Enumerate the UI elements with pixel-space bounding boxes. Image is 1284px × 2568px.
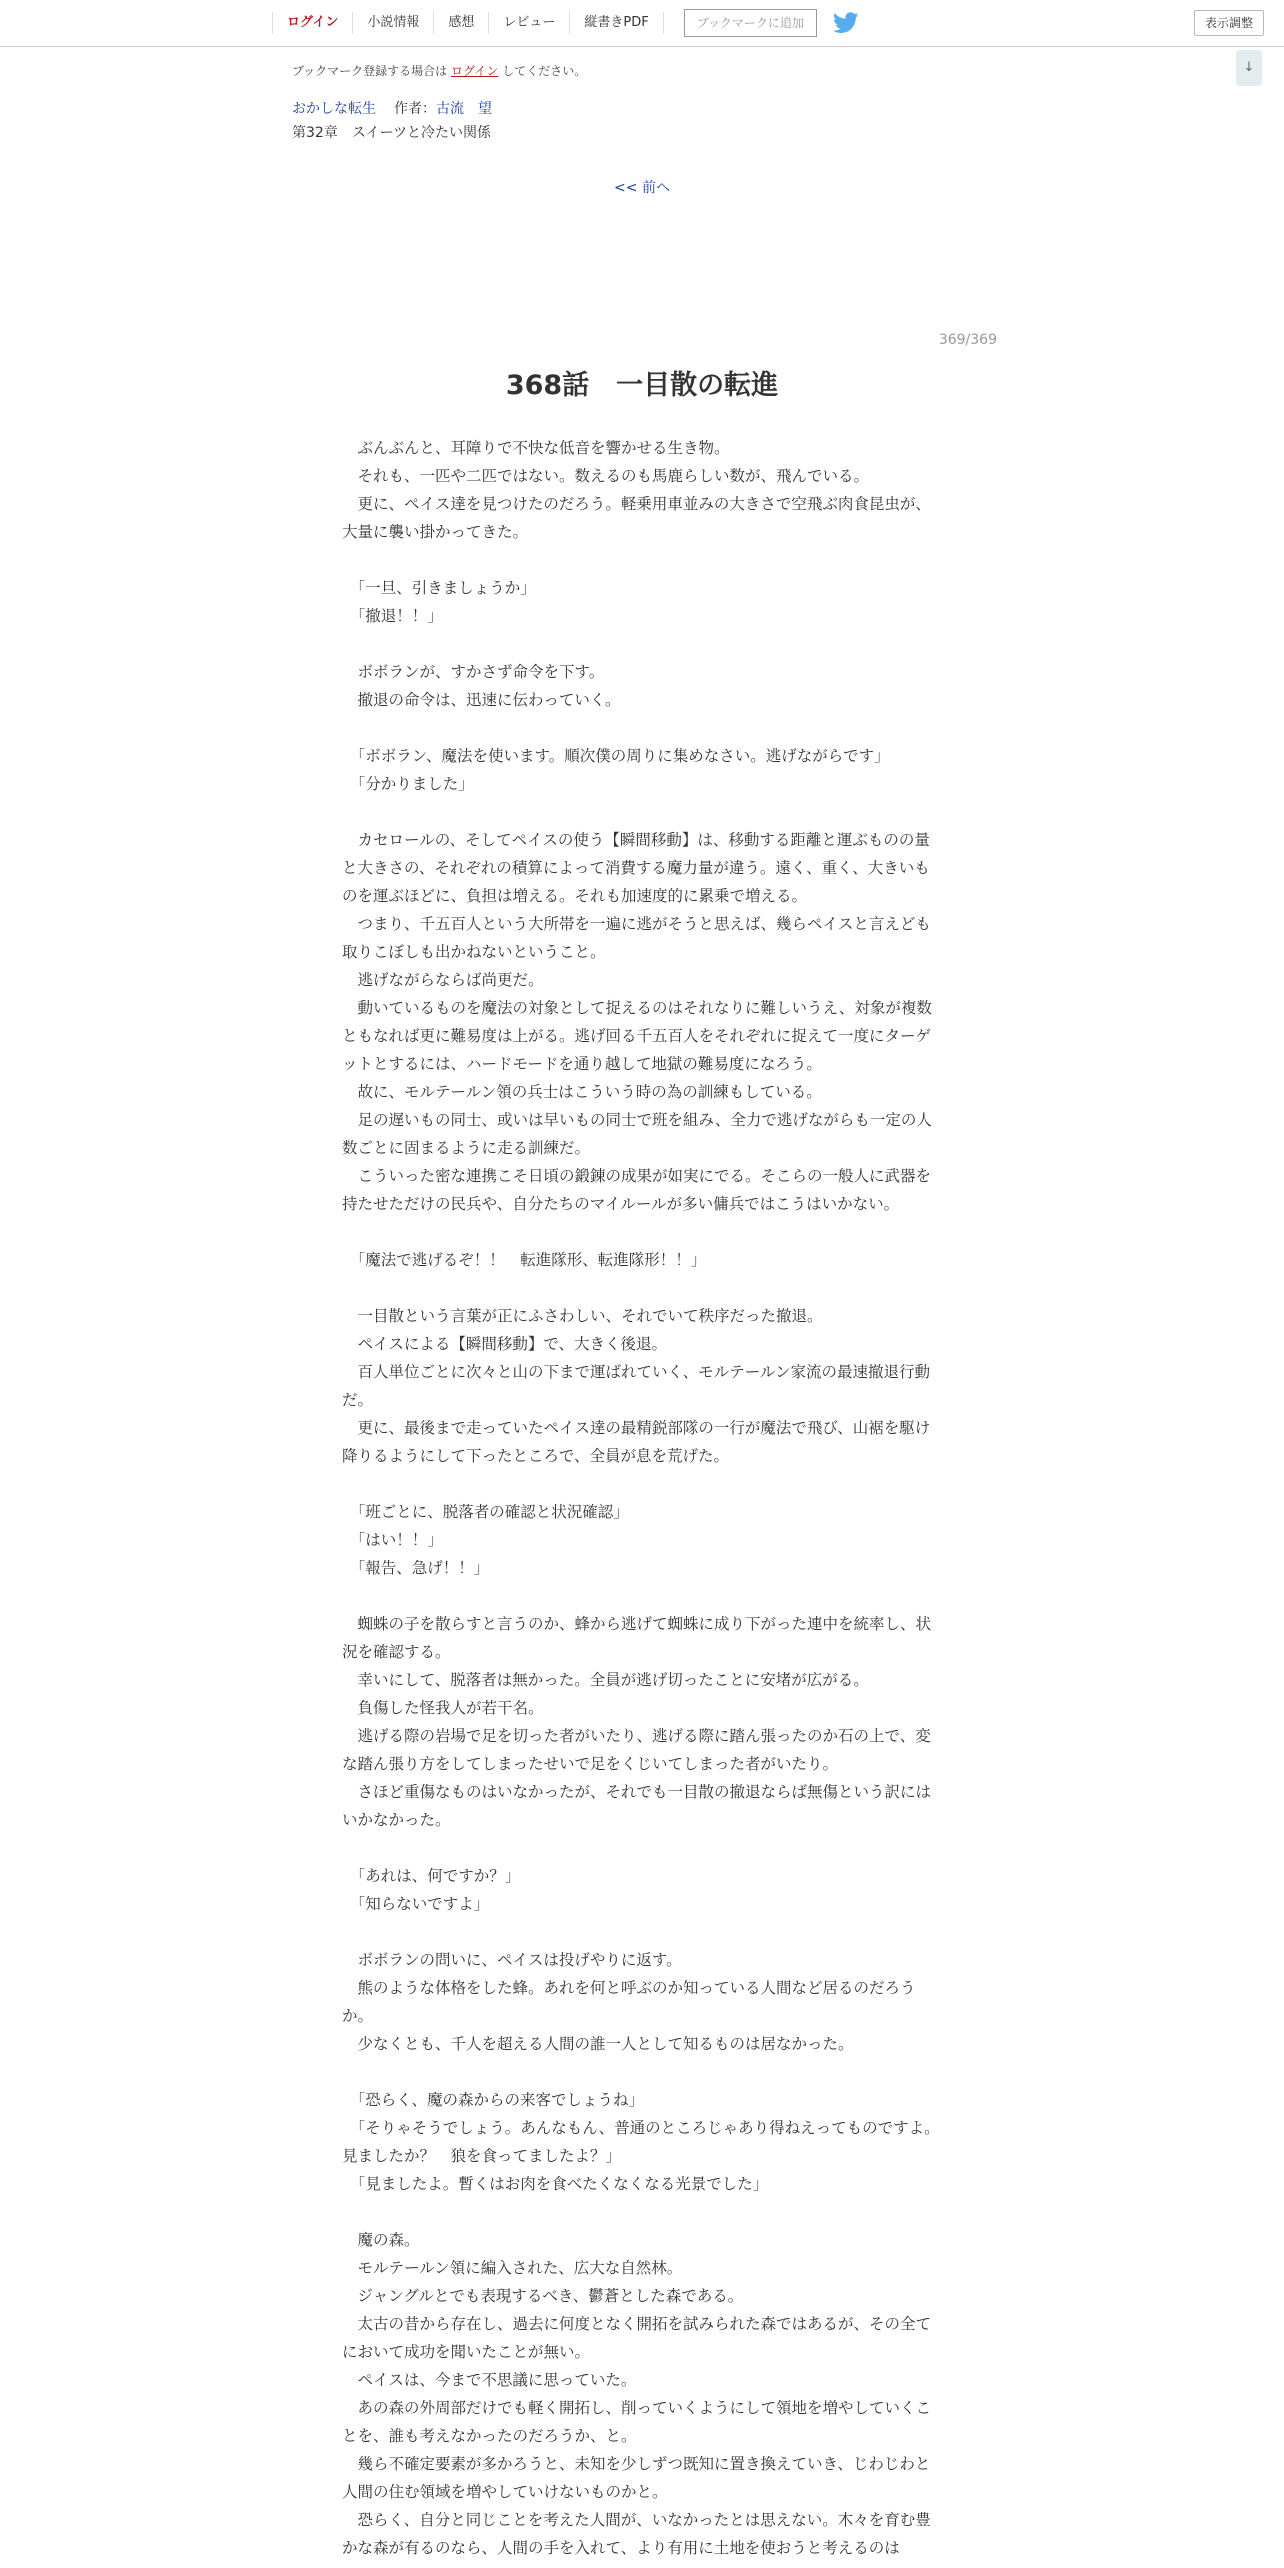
body-paragraph: ボボランが、すかさず命令を下す。 (342, 663, 605, 681)
body-paragraph: 「知らないですよ」 (342, 1895, 490, 1913)
blank-line (342, 1582, 940, 1610)
body-paragraph: 熊のような体格をした蜂。あれを何と呼ぶのか知っている人間など居るのだろうか。 (342, 1979, 916, 2025)
body-paragraph: あの森の外周部だけでも軽く開拓し、削っていくようにして領地を増やしていくことを、誰も考えなかったのだろうか、と。 (342, 2399, 932, 2445)
blank-line (342, 2198, 940, 2226)
body-paragraph: 「あれは、何ですか？」 (342, 1867, 521, 1885)
blank-line (342, 1274, 940, 1302)
body-paragraph: 少なくとも、千人を超える人間の誰一人として知るものは居なかった。 (342, 2035, 854, 2053)
nav-login[interactable]: ログイン (272, 12, 352, 34)
page-number: 369/369 (938, 332, 997, 348)
body-paragraph: 更に、最後まで走っていたペイス達の最精鋭部隊の一行が魔法で飛び、山裾を駆け降りるようにして下ったところで、全員が息を荒げた。 (342, 1419, 931, 1465)
body-paragraph: ぶんぶんと、耳障りで不快な低音を響かせる生き物。 (342, 439, 730, 457)
notice-login-link[interactable]: ログイン (450, 64, 499, 78)
body-paragraph: 「分かりました」 (342, 775, 474, 793)
scroll-down-button[interactable]: ↓ (1236, 50, 1262, 86)
author-label: 作者： (394, 101, 436, 117)
body-paragraph: ボボランの問いに、ペイスは投げやりに返す。 (342, 1951, 682, 1969)
body-paragraph: こういった密な連携こそ日頃の鍛錬の成果が如実にでる。そこらの一般人に武器を持たせただけの民兵や、自分たちのマイルールが多い傭兵ではこうはいかない。 (342, 1167, 932, 1213)
body-paragraph: 「そりゃそうでしょう。あんなもん、普通のところじゃあり得ねえってものですよ。見ましたか？ 狼を食ってましたよ？」 (342, 2119, 940, 2165)
body-paragraph: さほど重傷なものはいなかったが、それでも一目散の撤退ならば無傷という訳にはいかなかった。 (342, 1783, 932, 1829)
body-paragraph: 「一旦、引きましょうか」 (342, 579, 536, 597)
nav-vertical-pdf[interactable]: 縦書きPDF (569, 12, 663, 34)
novel-title-link[interactable]: おかしな転生 (292, 101, 376, 117)
body-paragraph: 「撤退！！」 (342, 607, 443, 625)
notice-prefix: ブックマーク登録する場合は (292, 64, 451, 78)
main-nav (272, 0, 859, 46)
notice-suffix: してください。 (498, 64, 587, 78)
body-paragraph: 「報告、急げ！！」 (342, 1559, 490, 1577)
body-paragraph: 逃げながらならば尚更だ。 (342, 971, 544, 989)
body-paragraph: 恐らく、自分と同じことを考えた人間が、いなかったとは思えない。木々を育む豊かな森が有るのなら、人間の手を入れて、より有用に土地を使おうと考えるのは (342, 2511, 931, 2557)
bookmark-login-notice (292, 62, 586, 79)
author-link[interactable]: 古流 望 (436, 101, 492, 117)
body-paragraph: 「魔法で逃げるぞ！！ 転進隊形、転進隊形！！」 (342, 1251, 707, 1269)
nav-novel-info[interactable]: 小説情報 (352, 12, 433, 34)
body-paragraph: 負傷した怪我人が若干名。 (342, 1699, 544, 1717)
nav-impressions[interactable]: 感想 (433, 12, 488, 34)
blank-line (342, 2058, 940, 2086)
body-paragraph: ペイスによる【瞬間移動】で、大きく後退。 (342, 1335, 668, 1353)
body-paragraph: ペイスは、今まで不思議に思っていた。 (342, 2371, 637, 2389)
body-paragraph: 撤退の命令は、迅速に伝わっていく。 (342, 691, 621, 709)
body-paragraph: 一目散という言葉が正にふさわしい、それでいて秩序だった撤退。 (342, 1307, 823, 1325)
body-paragraph: 足の遅いもの同士、或いは早いもの同士で班を組み、全力で逃げながらも一定の人数ごとに固まるように走る訓練だ。 (342, 1111, 932, 1157)
blank-line (342, 1918, 940, 1946)
blank-line (342, 798, 940, 826)
prev-page-nav (0, 177, 1284, 197)
display-settings-button[interactable]: 表示調整 (1194, 10, 1264, 36)
blank-line (342, 1470, 940, 1498)
body-paragraph: 幾ら不確定要素が多かろうと、未知を少しずつ既知に置き換えていき、じわじわと人間の住む領域を増やしていけないものかと。 (342, 2455, 931, 2501)
body-paragraph: 故に、モルテールン領の兵士はこういう時の為の訓練もしている。 (342, 1083, 822, 1101)
body-paragraph: 蜘蛛の子を散らすと言うのか、蜂から逃げて蜘蛛に成り下がった連中を統率し、状況を確認する。 (342, 1615, 932, 1661)
body-paragraph: 「恐らく、魔の森からの来客でしょうね」 (342, 2091, 644, 2109)
body-paragraph: それも、一匹や二匹ではない。数えるのも馬鹿らしい数が、飛んでいる。 (342, 467, 870, 485)
prev-page-link[interactable]: << 前へ (614, 180, 670, 196)
add-bookmark-button[interactable]: ブックマークに追加 (684, 9, 817, 37)
nav-review[interactable]: レビュー (488, 12, 569, 34)
body-paragraph: 魔の森。 (342, 2231, 420, 2249)
top-navigation-bar (0, 0, 1284, 47)
blank-line (342, 546, 940, 574)
blank-line (342, 714, 940, 742)
body-paragraph: カセロールの、そしてペイスの使う【瞬間移動】は、移動する距離と運ぶものの量と大きさの、それぞれの積算によって消費する魔力量が違う。遠く、重く、大きいものを運ぶほどに、負担は増える。それも加速度的に累乗で増える。 (342, 831, 930, 905)
body-paragraph: 「班ごとに、脱落者の確認と状況確認」 (342, 1503, 629, 1521)
body-paragraph: 「見ましたよ。暫くはお肉を食べたくなくなる光景でした」 (342, 2175, 769, 2193)
blank-line (342, 1218, 940, 1246)
episode-title: 368話 一目散の転進 (505, 370, 779, 401)
body-paragraph: 「ボボラン、魔法を使います。順次僕の周りに集めなさい。逃げながらです」 (342, 747, 890, 765)
body-paragraph: 幸いにして、脱落者は無かった。全員が逃げ切ったことに安堵が広がる。 (342, 1671, 869, 1689)
body-paragraph: ジャングルとでも表現するべき、鬱蒼とした森である。 (342, 2287, 744, 2305)
body-paragraph: 逃げる際の岩場で足を切った者がいたり、逃げる際に踏ん張ったのか石の上で、変な踏ん張り方をしてしまったせいで足をくじいてしまった者がいたり。 (342, 1727, 931, 1773)
twitter-icon[interactable] (833, 12, 859, 34)
novel-info-line (292, 98, 492, 118)
body-paragraph: モルテールン領に編入された、広大な自然林。 (342, 2259, 683, 2277)
novel-body (342, 434, 940, 2562)
blank-line (342, 1834, 940, 1862)
blank-line (342, 630, 940, 658)
body-paragraph: 百人単位ごとに次々と山の下まで運ばれていく、モルテールン家流の最速撤退行動だ。 (342, 1363, 930, 1409)
chapter-title: 第32章 スイーツと冷たい関係 (292, 125, 491, 141)
body-paragraph: 動いているものを魔法の対象として捉えるのはそれなりに難しいうえ、対象が複数ともなれば更に難易度は上がる。逃げ回る千五百人をそれぞれに捉えて一度にターゲットとするには、ハードモードを通り越して地獄の難易度になろう。 (342, 999, 932, 1073)
body-paragraph: 「はい！！」 (342, 1531, 443, 1549)
body-paragraph: つまり、千五百人という大所帯を一遍に逃がそうと思えば、幾らペイスと言えども取りこぼしも出かねないということ。 (342, 915, 931, 961)
body-paragraph: 太古の昔から存在し、過去に何度となく開拓を試みられた森ではあるが、その全てにおいて成功を聞いたことが無い。 (342, 2315, 932, 2361)
body-paragraph: 更に、ペイス達を見つけたのだろう。軽乗用車並みの大きさで空飛ぶ肉食昆虫が、大量に襲い掛かってきた。 (342, 495, 931, 541)
